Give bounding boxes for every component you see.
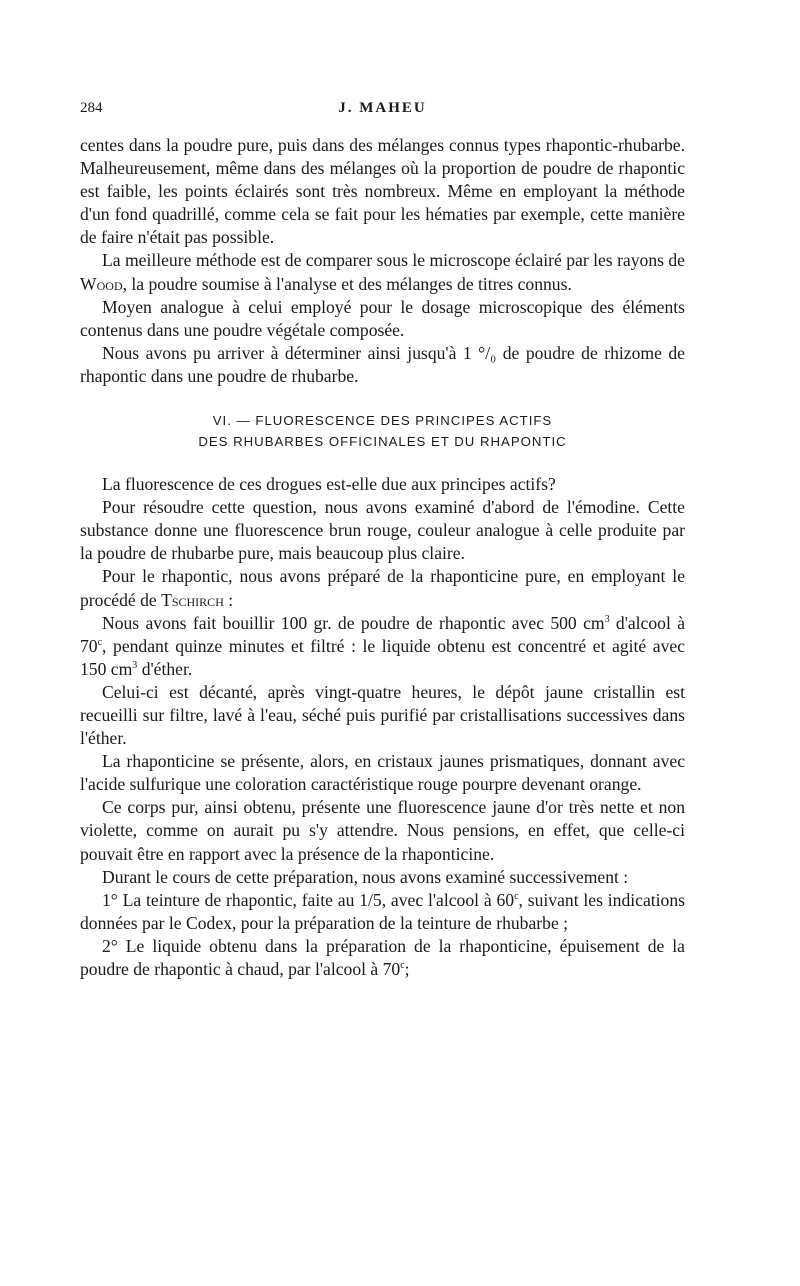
paragraph-8-text-c: , pendant quinze minutes et filtré : le liquide obtenu est concentré et agité avec 150 cm [80, 635, 685, 679]
page-number: 284 [80, 100, 103, 116]
paragraph-13-text-a: 1° La teinture de rhapontic, faite au 1/5, avec l'alcool à 60 [102, 889, 515, 910]
paragraph-7-text-b: : [223, 589, 234, 610]
section-heading-line-2: DES RHUBARBES OFFICINALES ET DU RHAPONTIC [198, 434, 567, 450]
paragraph-10: La rhaponticine se présente, alors, en cristaux jaunes prismatiques, donnant avec l'acide sulfurique une coloration caractéristique rouge pourpre devenant orange. [80, 751, 685, 795]
paragraph-2-text-b: , la poudre soumise à l'analyse et des mélanges de titres connus. [122, 273, 572, 294]
paragraph-14 [80, 935, 685, 981]
paragraph-7-text-a: Pour le rhapontic, nous avons préparé de la rhaponticine pure, en employant le procédé de [80, 566, 685, 610]
paragraph-14-text-b: ; [404, 959, 410, 979]
paragraph-8 [80, 612, 685, 681]
running-head: J. MAHEU [338, 100, 427, 116]
paragraph-2-text-a: La meilleure méthode est de comparer sous le microscope éclairé par les rayons de [102, 250, 685, 271]
paragraph-4: Nous avons pu arriver à déterminer ainsi jusqu'à 1 °/₀ de poudre de rhizome de rhapontic dans une poudre de rhubarbe. [80, 342, 685, 386]
paragraph-13-text-b: , suivant les indications données par le Codex, pour la préparation de la teinture de rhubarbe ; [80, 889, 685, 933]
paragraph-11: Ce corps pur, ainsi obtenu, présente une fluorescence jaune d'or très nette et non violette, comme on aurait pu s'y attendre. Nous pensions, en effet, que celle-ci pouvait être en rapport avec la présence de la rhaponticine. [80, 797, 685, 864]
page [80, 100, 685, 981]
paragraph-8-text-a: Nous avons fait bouillir 100 gr. de poudre de rhapontic avec 500 cm [102, 612, 605, 633]
author-name-wood: Wood [80, 273, 123, 294]
page-header [80, 100, 685, 122]
paragraph-1: centes dans la poudre pure, puis dans des mélanges connus types rhapontic-rhubarbe. Malheureusement, même dans des mélanges où la proportion de poudre de rhapontic est faible, les points éclairés sont très nombreux. Même en employant la méthode d'un fond quadrillé, comme cela se fait pour les hématies par exemple, cette manière de faire n'était pas possible. [80, 135, 685, 248]
paragraph-5: La fluorescence de ces drogues est-elle due aux principes actifs? [102, 474, 556, 495]
paragraph-8-text-b: d'alcool à 70 [80, 612, 685, 656]
superscript-cube: 3 [132, 659, 138, 671]
paragraph-6: Pour résoudre cette question, nous avons examiné d'abord de l'émodine. Cette substance donne une fluorescence brun rouge, couleur analogue à celle produite par la poudre de rhubarbe pure, mais beaucoup plus claire. [80, 497, 685, 564]
superscript-degree-c: c [97, 636, 103, 648]
superscript-degree-c: c [400, 960, 405, 972]
paragraph-9: Celui-ci est décanté, après vingt-quatre heures, le dépôt jaune cristallin est recueilli sur filtre, lavé à l'eau, séché puis purifié par cristallisations successives dans l'éther. [80, 681, 685, 749]
section-heading [80, 410, 685, 452]
paragraph-14-text-a: 2° Le liquide obtenu dans la préparation de la rhaponticine, épuisement de la poudre de rhapontic à chaud, par l'alcool à 70 [80, 935, 685, 979]
section-heading-line-1: VI. — FLUORESCENCE DES PRINCIPES ACTIFS [212, 413, 553, 429]
author-name-tschirch: Tschirch [161, 589, 224, 610]
paragraph-8-text-d: d'éther. [137, 658, 193, 679]
superscript-degree-c: c [514, 890, 519, 902]
paragraph-7 [80, 565, 685, 611]
paragraph-12: Durant le cours de cette préparation, nous avons examiné successivement : [102, 866, 629, 887]
paragraph-13 [80, 889, 685, 935]
paragraph-2 [80, 249, 685, 295]
superscript-cube: 3 [604, 613, 610, 625]
paragraph-3: Moyen analogue à celui employé pour le dosage microscopique des éléments contenus dans une poudre végétale composée. [80, 296, 685, 340]
